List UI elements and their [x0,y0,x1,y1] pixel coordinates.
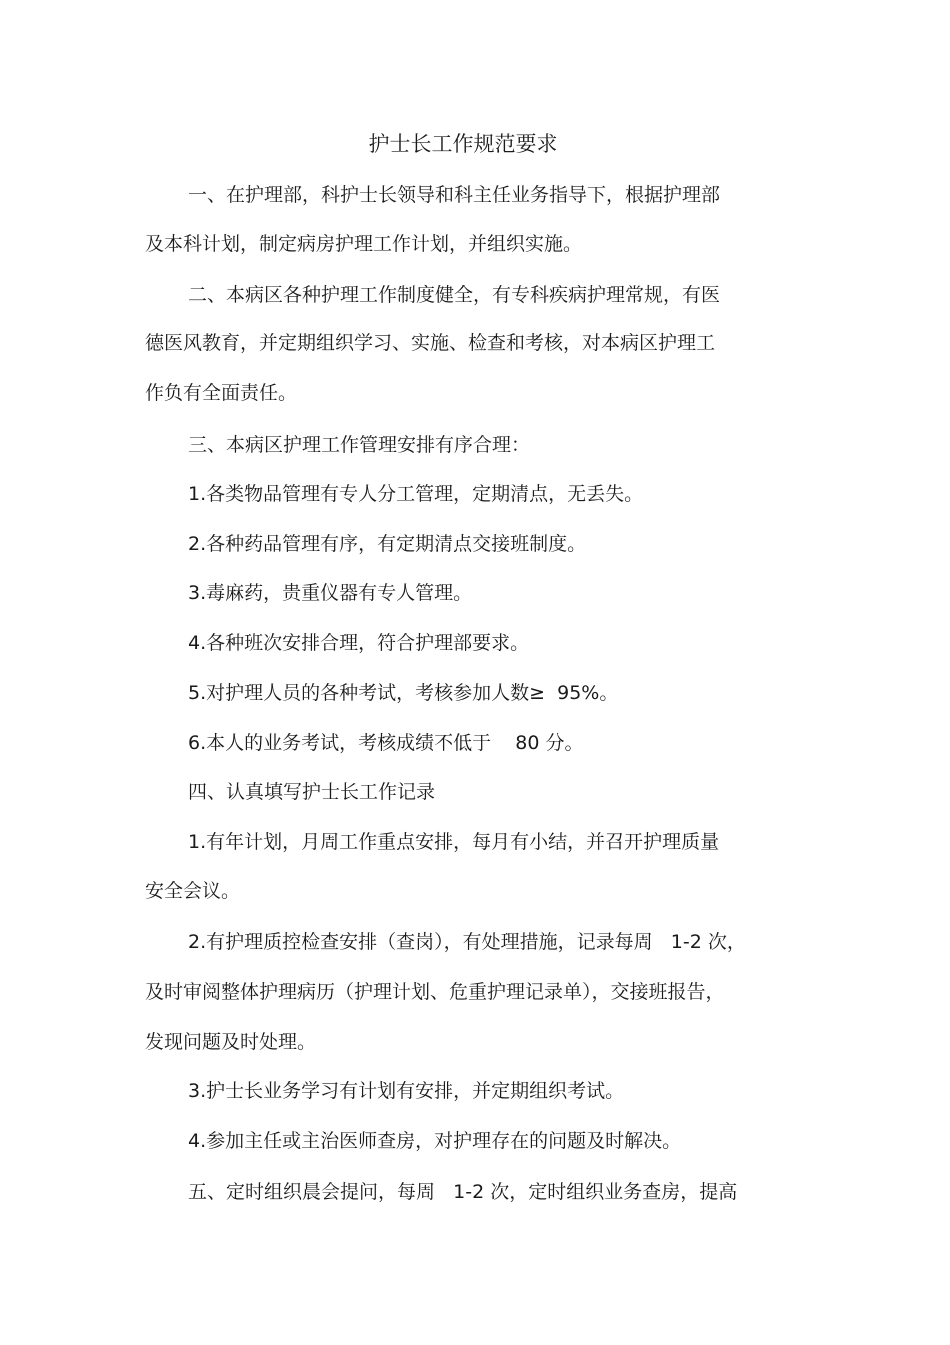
list-item-continuation: 及时审阅整体护理病历（护理计划、危重护理记录单），交接班报告， [145,981,725,1003]
paragraph-line: 一、在护理部，科护士长领导和科主任业务指导下，根据护理部 [188,184,721,206]
list-item: 4.参加主任或主治医师查房，对护理存在的问题及时解决。 [188,1130,682,1152]
document-title: 护士长工作规范要求 [368,132,558,156]
list-item-continuation: 发现问题及时处理。 [145,1031,317,1053]
paragraph-line: 二、本病区各种护理工作制度健全，有专科疾病护理常规，有医 [188,284,721,306]
list-item: 2.各种药品管理有序，有定期清点交接班制度。 [188,533,587,555]
paragraph-line: 德医风教育，并定期组织学习、实施、检查和考核，对本病区护理工 [145,332,716,354]
list-item: 1.各类物品管理有专人分工管理，定期清点，无丢失。 [188,483,644,505]
paragraph-line: 及本科计划，制定病房护理工作计划，并组织实施。 [145,233,583,255]
paragraph-line: 四、认真填写护士长工作记录 [188,781,436,803]
list-item: 5.对护理人员的各种考试，考核参加人数≥ 95%。 [188,682,619,704]
list-item: 3.护士长业务学习有计划有安排，并定期组织考试。 [188,1080,625,1102]
list-item: 3.毒麻药，贵重仪器有专人管理。 [188,582,473,604]
paragraph-line: 作负有全面责任。 [145,382,298,404]
list-item: 4.各种班次安排合理，符合护理部要求。 [188,632,530,654]
paragraph-line: 五、定时组织晨会提问，每周 1-2 次，定时组织业务查房，提高 [188,1181,738,1203]
list-item: 6.本人的业务考试，考核成绩不低于 80 分。 [188,732,584,754]
list-item: 1.有年计划，月周工作重点安排，每月有小结，并召开护理质量 [188,831,720,853]
paragraph-line: 三、本病区护理工作管理安排有序合理： [188,434,531,456]
list-item: 2.有护理质控检查安排（查岗），有处理措施，记录每周 1-2 次， [188,931,746,953]
list-item-continuation: 安全会议。 [145,880,241,902]
